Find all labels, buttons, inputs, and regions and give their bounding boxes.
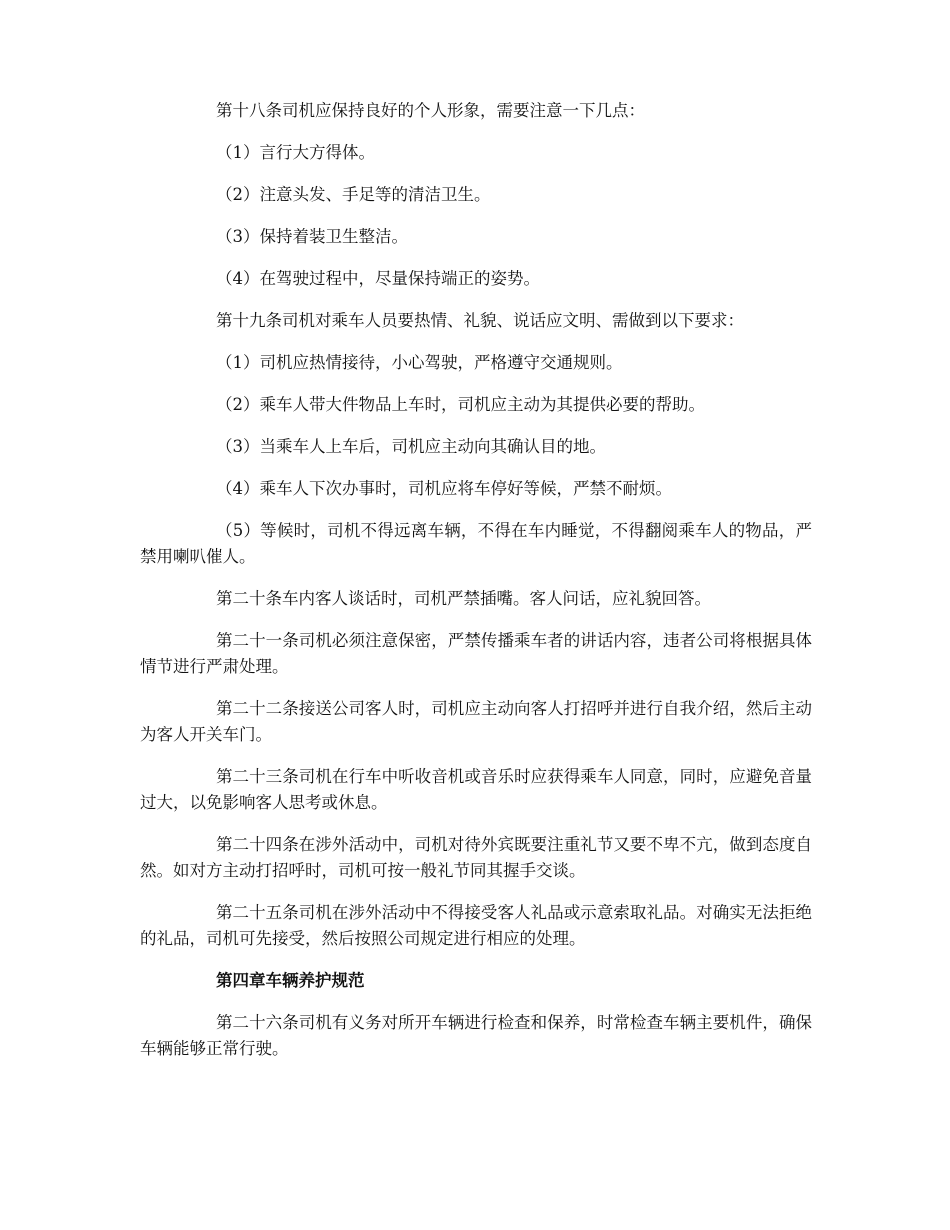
article-19: 第十九条司机对乘车人员要热情、礼貌、说话应文明、需做到以下要求：	[216, 311, 744, 330]
article-19-item-2: （2）乘车人带大件物品上车时，司机应主动为其提供必要的帮助。	[216, 395, 705, 414]
article-18-item-4: （4）在驾驶过程中，尽量保持端正的姿势。	[216, 269, 540, 288]
article-21: 第二十一条司机必须注意保密，严禁传播乘车者的讲话内容，违者公司将根据具体情节进行严肃处理。	[140, 631, 812, 676]
article-18-item-1: （1）言行大方得体。	[216, 143, 375, 162]
article-22: 第二十二条接送公司客人时，司机应主动向客人打招呼并进行自我介绍，然后主动为客人开关车门。	[140, 699, 812, 744]
article-18-item-3: （3）保持着装卫生整洁。	[216, 227, 408, 246]
article-25: 第二十五条司机在涉外活动中不得接受客人礼品或示意索取礼品。对确实无法拒绝的礼品，司机可先接受，然后按照公司规定进行相应的处理。	[140, 903, 812, 948]
article-26: 第二十六条司机有义务对所开车辆进行检查和保养，时常检查车辆主要机件，确保车辆能够正常行驶。	[140, 1013, 812, 1058]
article-20: 第二十条车内客人谈话时，司机严禁插嘴。客人问话，应礼貌回答。	[216, 589, 711, 608]
article-23: 第二十三条司机在行车中听收音机或音乐时应获得乘车人同意，同时，应避免音量过大，以免影响客人思考或休息。	[140, 767, 812, 812]
article-18-item-2: （2）注意头发、手足等的清洁卫生。	[216, 185, 491, 204]
article-24: 第二十四条在涉外活动中，司机对待外宾既要注重礼节又要不卑不亢，做到态度自然。如对方主动打招呼时，司机可按一般礼节同其握手交谈。	[140, 835, 812, 880]
article-19-item-3: （3）当乘车人上车后，司机应主动向其确认目的地。	[216, 437, 606, 456]
chapter-4-heading: 第四章车辆养护规范	[216, 971, 365, 990]
article-18: 第十八条司机应保持良好的个人形象，需要注意一下几点：	[216, 101, 645, 120]
article-19-item-4: （4）乘车人下次办事时，司机应将车停好等候，严禁不耐烦。	[216, 479, 672, 498]
article-19-item-5: （5）等候时，司机不得远离车辆，不得在车内睡觉，不得翻阅乘车人的物品，严禁用喇叭催人。	[140, 521, 812, 566]
document-body	[140, 98, 812, 1078]
article-19-item-1: （1）司机应热情接待，小心驾驶，严格遵守交通规则。	[216, 353, 623, 372]
